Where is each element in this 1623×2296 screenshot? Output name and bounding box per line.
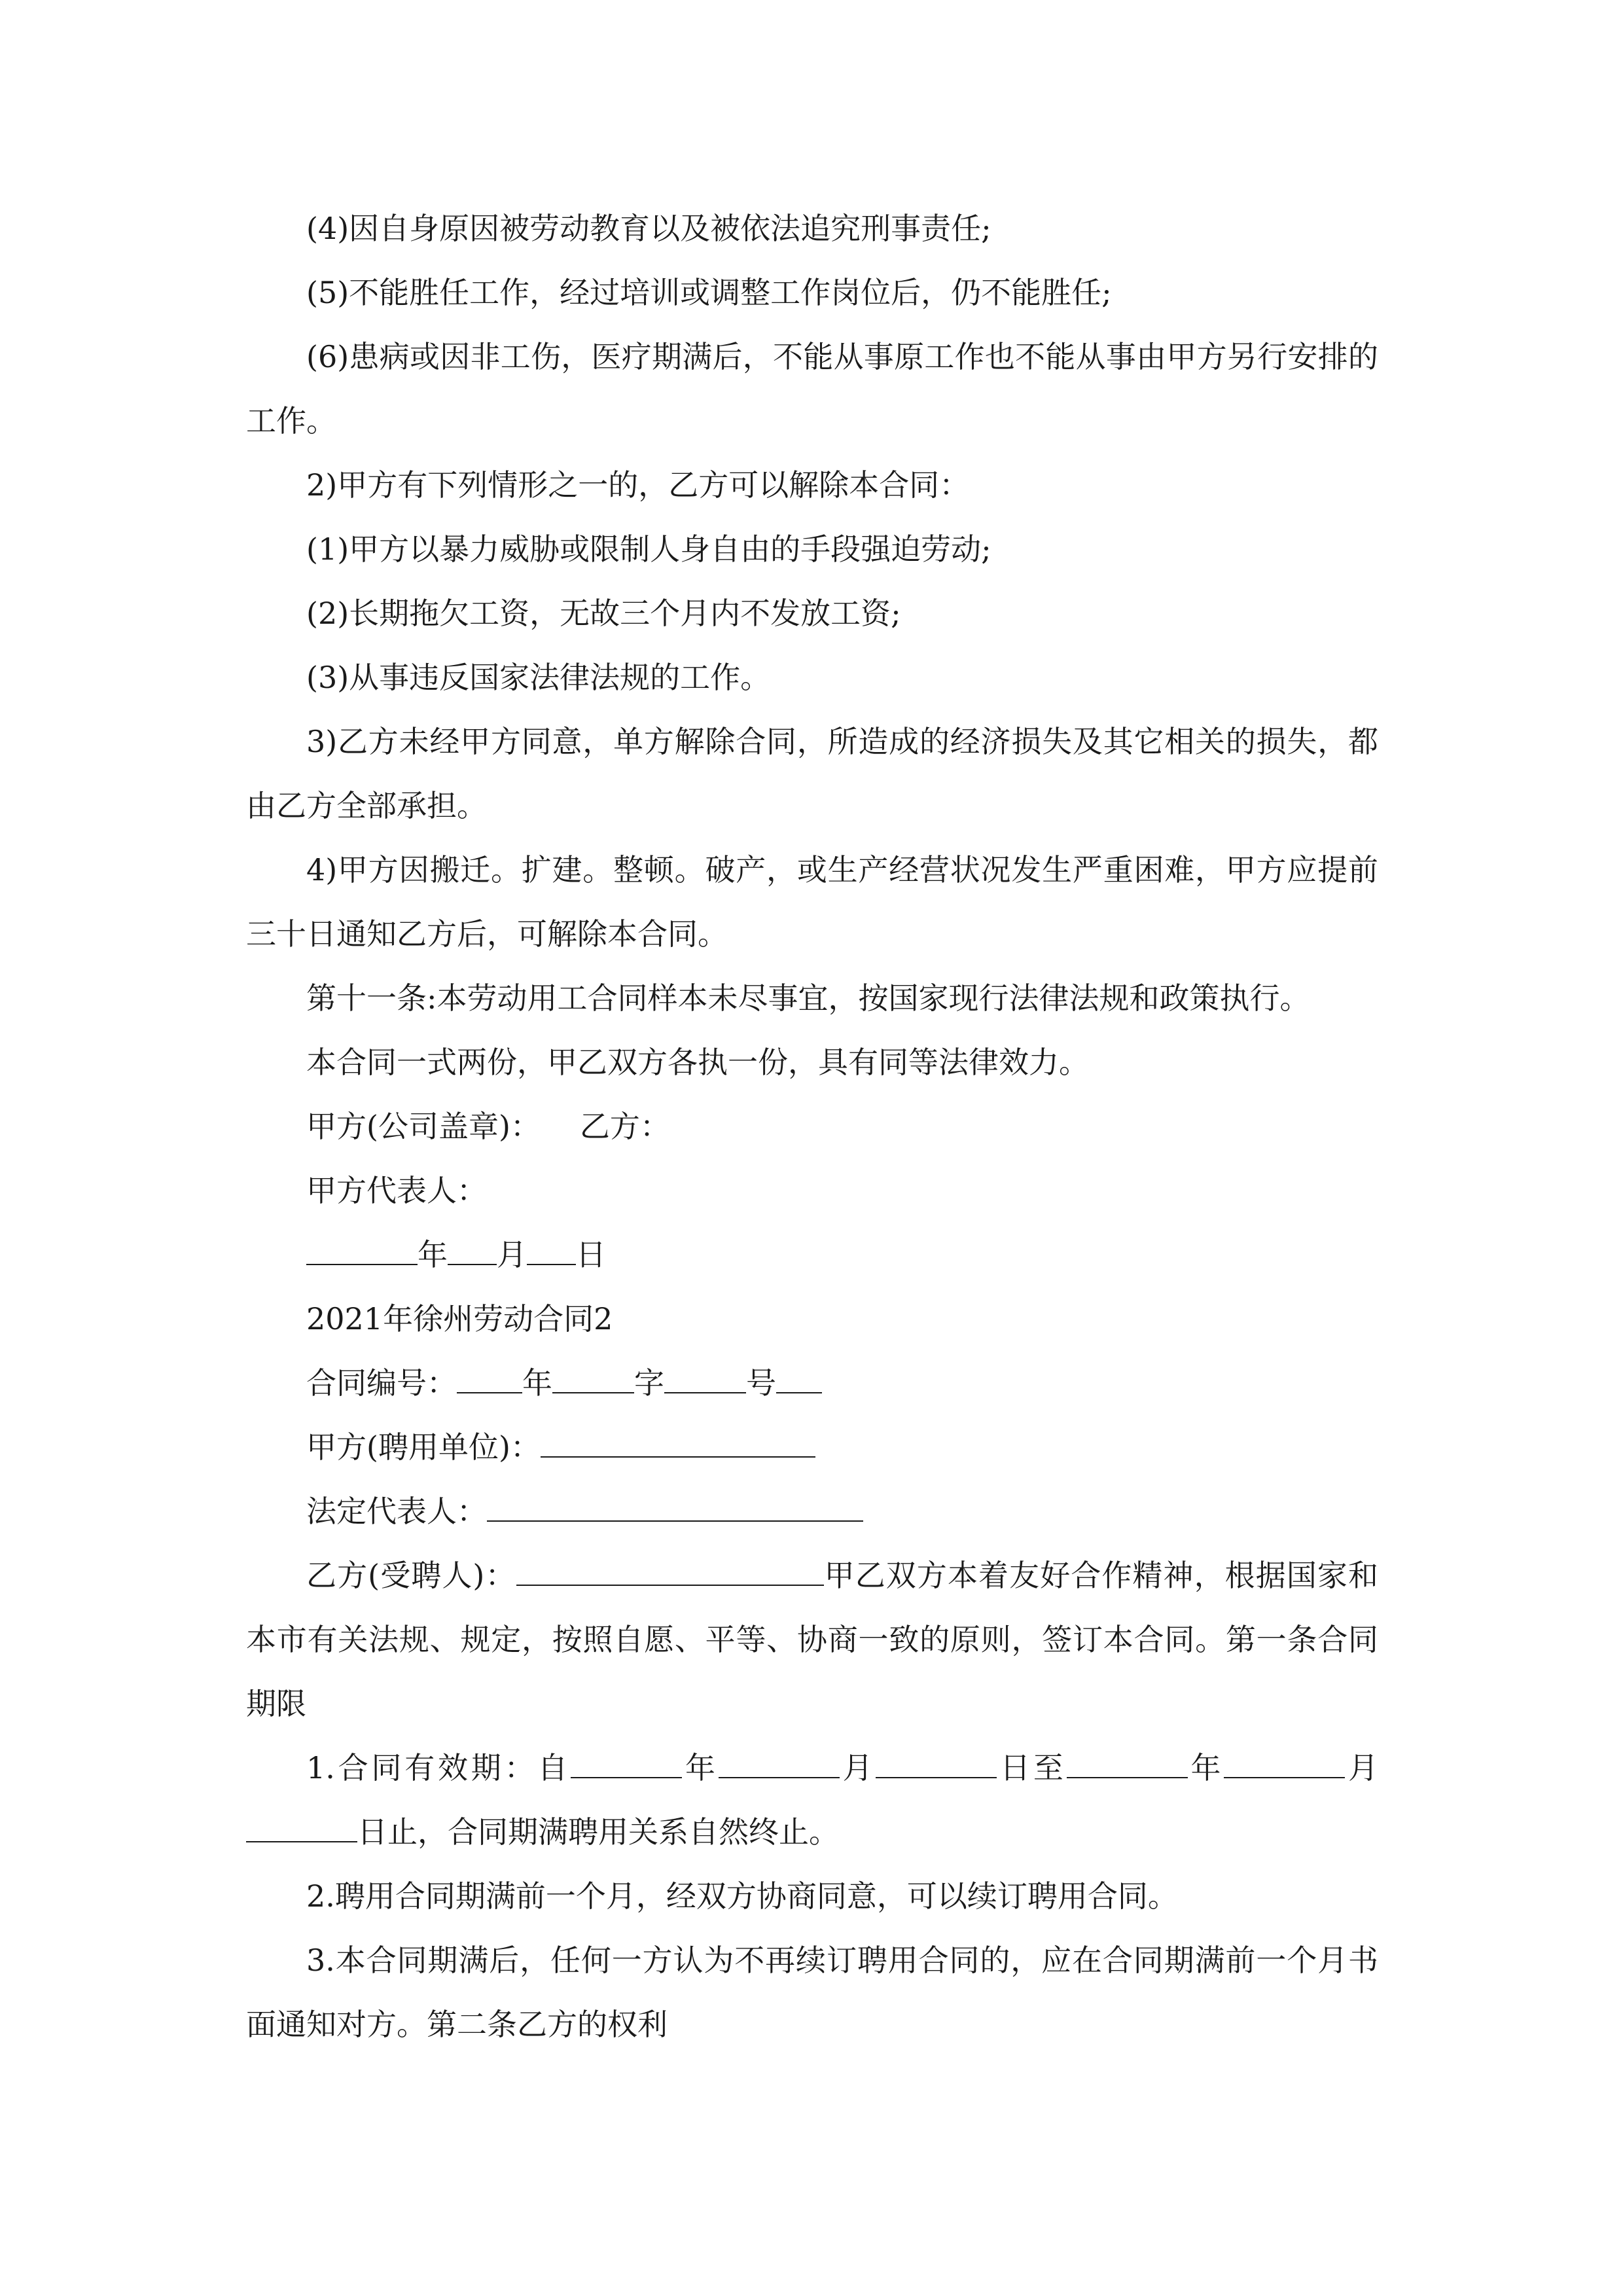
term-start-month-blank (719, 1746, 840, 1778)
date-year-blank (306, 1232, 418, 1265)
body-text (246, 196, 1378, 2056)
term-year-label: 年 (682, 1750, 719, 1785)
term-month2-label: 月 (1345, 1750, 1379, 1785)
number-no-blank (664, 1361, 746, 1393)
date-day-blank (527, 1232, 576, 1265)
legal-rep-label: 法定代表人： (306, 1494, 487, 1529)
clause-2-item-2: (2)长期拖欠工资，无故三个月内不发放工资; (306, 596, 901, 631)
contract-number (246, 1351, 1378, 1415)
date-month-label: 月 (497, 1237, 527, 1272)
clause-4: 4)甲方因搬迁。扩建。整顿。破产，或生产经营状况发生严重困难，甲方应提前三十日通知乙方后，可解除本合同。 (246, 852, 1378, 952)
party-a-representative: 甲方代表人： (306, 1173, 487, 1208)
date-month-blank (448, 1232, 497, 1265)
number-char-label: 字 (634, 1365, 664, 1401)
date-day-label: 日 (576, 1237, 606, 1272)
employer-line (246, 1415, 1378, 1479)
employee-label: 乙方(受聘人)： (306, 1558, 516, 1593)
term-start-year-blank (571, 1746, 682, 1778)
term-end-year-blank (1067, 1746, 1188, 1778)
party-a-seal-label: 甲方(公司盖章)： (306, 1109, 541, 1144)
clause-2-item-3: (3)从事违反国家法律法规的工作。 (306, 660, 771, 695)
term-month-label: 月 (839, 1750, 876, 1785)
copies-statement: 本合同一式两份，甲乙双方各执一份，具有同等法律效力。 (306, 1045, 1089, 1080)
clause-3: 3)乙方未经甲方同意，单方解除合同，所造成的经济损失及其它相关的损失，都由乙方全部承担。 (246, 724, 1378, 823)
number-tail-blank (776, 1361, 822, 1393)
term-clause-1 (246, 1736, 1378, 1864)
second-contract-title: 2021年徐州劳动合同2 (306, 1301, 613, 1336)
signature-parties (246, 1094, 1378, 1158)
party-b-label: 乙方： (579, 1109, 670, 1144)
number-year-label: 年 (522, 1365, 552, 1401)
intro-text: 甲乙双方本着友好合作精神，根据国家和本市有关法规、规定，按照自愿、平等、协商一致的原则，签订本合同。第一条合同期限 (246, 1558, 1378, 1721)
term-day-to-label: 日至 (997, 1750, 1067, 1785)
clause-item-4: (4)因自身原因被劳动教育以及被依法追究刑事责任; (306, 211, 991, 246)
term-year2-label: 年 (1187, 1750, 1224, 1785)
employer-label: 甲方(聘用单位)： (306, 1429, 541, 1465)
employer-blank (541, 1425, 815, 1458)
term-clause-2: 2.聘用合同期满前一个月，经双方协商同意，可以续订聘用合同。 (306, 1878, 1178, 1914)
clause-item-6: (6)患病或因非工伤，医疗期满后，不能从事原工作也不能从事由甲方另行安排的工作。 (246, 339, 1378, 439)
article-11: 第十一条:本劳动用工合同样本未尽事宜，按国家现行法律法规和政策执行。 (306, 980, 1310, 1016)
clause-item-5: (5)不能胜任工作，经过培训或调整工作岗位后，仍不能胜任; (306, 275, 1112, 310)
legal-rep-blank (487, 1489, 863, 1522)
term-end-month-blank (1224, 1746, 1345, 1778)
signature-date (246, 1223, 1378, 1287)
number-char-blank (552, 1361, 634, 1393)
contract-number-label: 合同编号： (306, 1365, 457, 1401)
date-year-label: 年 (418, 1237, 448, 1272)
term-end-day-blank (246, 1810, 357, 1842)
term-end-text: 日止，合同期满聘用关系自然终止。 (357, 1814, 839, 1850)
employee-blank (516, 1553, 824, 1586)
employee-intro (246, 1543, 1378, 1736)
clause-2-heading: 2)甲方有下列情形之一的，乙方可以解除本合同： (306, 467, 970, 503)
legal-rep-line (246, 1479, 1378, 1543)
term-start-day-blank (876, 1746, 997, 1778)
clause-2-item-1: (1)甲方以暴力威胁或限制人身自由的手段强迫劳动; (306, 531, 991, 567)
term-clause-3: 3.本合同期满后，任何一方认为不再续订聘用合同的，应在合同期满前一个月书面通知对方。第二条乙方的权利 (246, 1943, 1378, 2042)
number-no-label: 号 (746, 1365, 776, 1401)
number-year-blank (457, 1361, 522, 1393)
term-prefix: 1.合同有效期：自 (306, 1750, 571, 1785)
